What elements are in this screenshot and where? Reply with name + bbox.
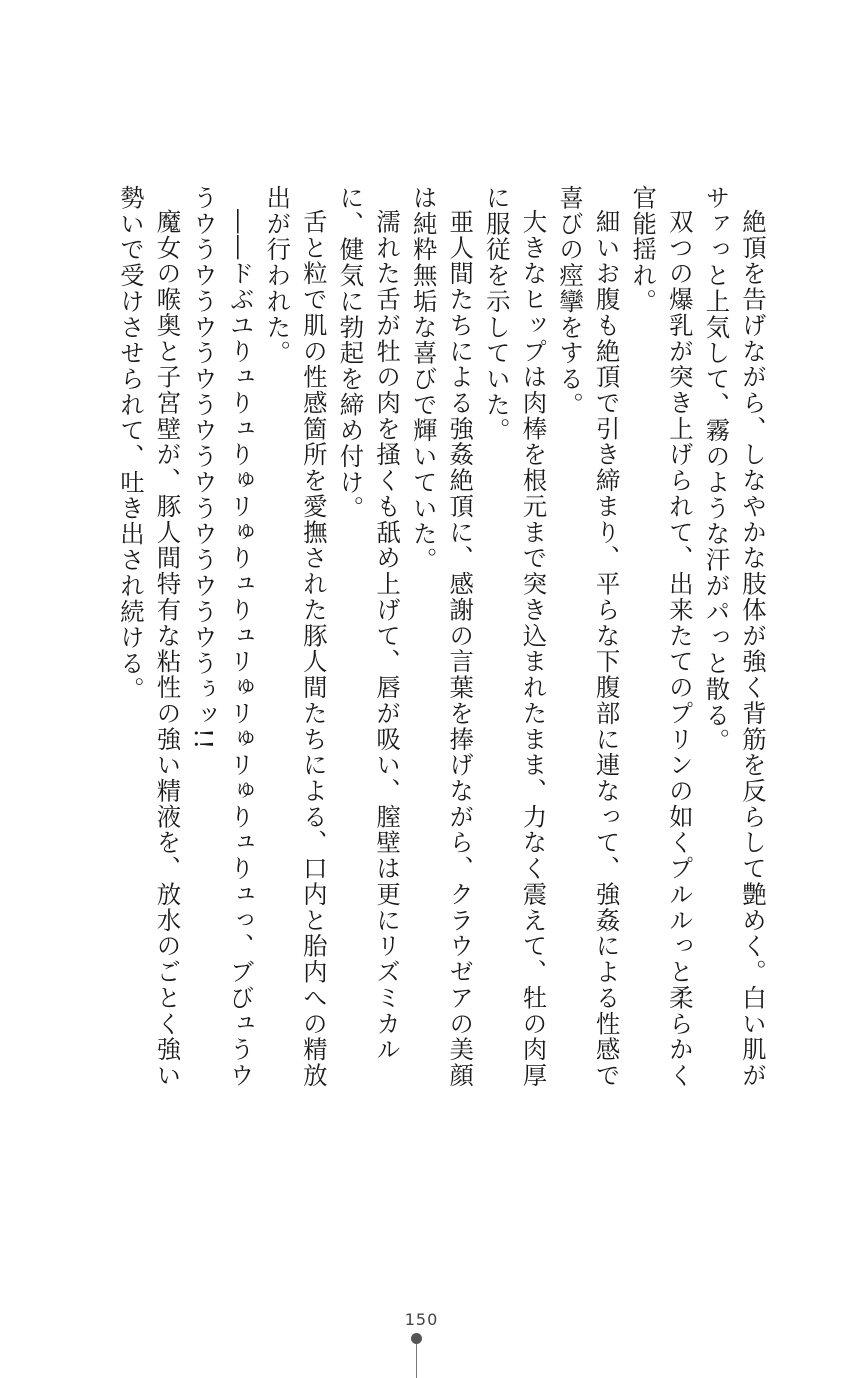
vertical-text-body [115, 185, 770, 1110]
page-number: 150 [404, 1310, 439, 1329]
paragraph-2: 双つの爆乳が突き上げられて、出来たてのプリンの如くプルルっと柔らかく官能揺れ。 [628, 185, 694, 1089]
paragraph-4: 大きなヒップは肉棒を根元まで突き込まれたまま、力なく震えて、牡の肉厚に服従を示していた。 [481, 185, 548, 1089]
paragraph-6: 濡れた舌が牡の肉を掻くも舐め上げて、唇が吸い、膣壁は更にリズミカルに、健気に勃起を締め付け。 [335, 185, 402, 1063]
page-marker-dot-icon [411, 1333, 422, 1344]
paragraph-8: ――ドぶユりュりュりゅリゅりュりュリゅリゅリゅりュりュっ、ブびュうウうウうウうウうウうウうウうウうウうウうぅッ!! [189, 185, 255, 1089]
paragraph-7: 舌と粒で肌の性感箇所を愛撫された豚人間たちによる、口内と胎内への精放出が行われた。 [262, 185, 328, 1089]
paragraph-3: 細いお腹も絶頂で引き締まり、平らな下腹部に連なって、強姦による性感で喜びの痙攣をする。 [555, 185, 621, 1089]
page-marker-line [416, 1344, 417, 1378]
paragraph-1: 絶頂を告げながら、しなやかな肢体が強く背筋を反らして艶めく。白い肌がサァっと上気して、霧のような汗がパっと散る。 [701, 185, 767, 1089]
paragraph-5: 亜人間たちによる強姦絶頂に、感謝の言葉を捧げながら、クラウゼアの美顔は純粋無垢な喜びで輝いていた。 [408, 185, 475, 1089]
paragraph-9: 魔女の喉奥と子宮壁が、豚人間特有な粘性の強い精液を、放水のごとく強い勢いで受けさせられて、吐き出され続ける。 [115, 185, 182, 1089]
